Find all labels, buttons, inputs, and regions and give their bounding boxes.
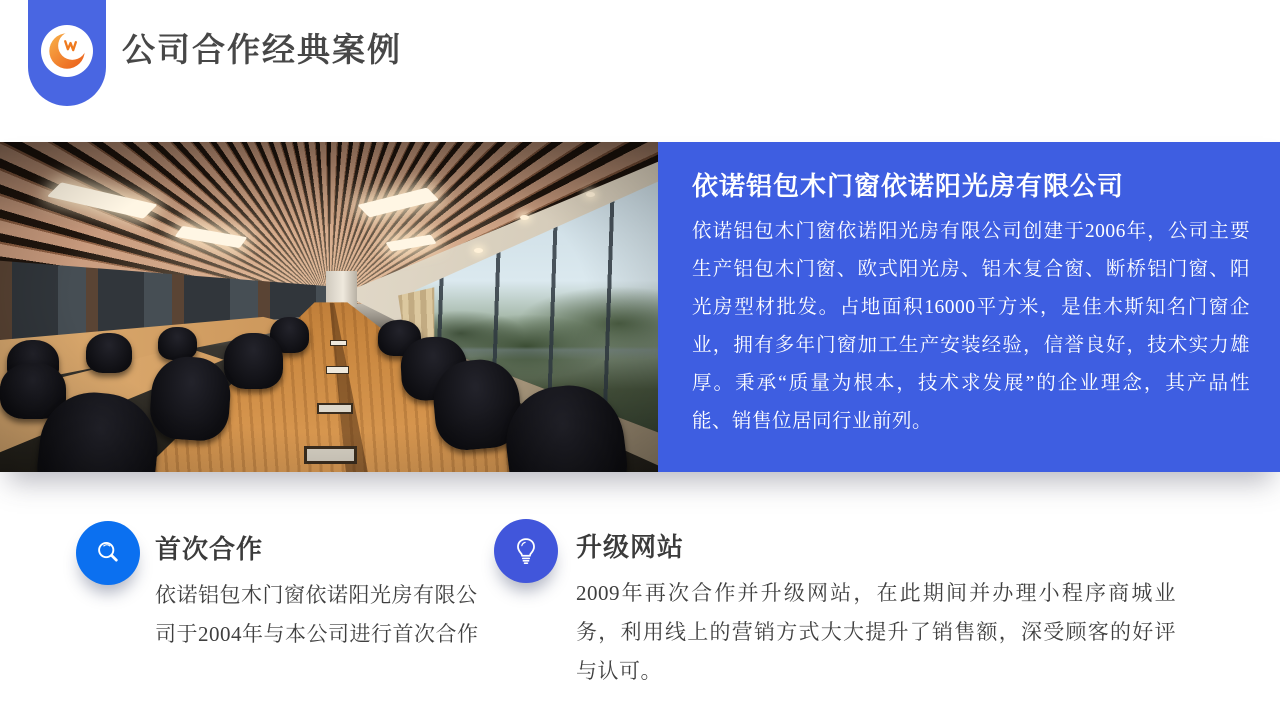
media-band [0, 142, 1280, 472]
company-intro-panel [658, 142, 1280, 472]
company-description: 依诺铝包木门窗依诺阳光房有限公司创建于2006年，公司主要生产铝包木门窗、欧式阳光房、铝木复合窗、断桥铝门窗、阳光房型材批发。占地面积16000平方米，是佳木斯知名门窗企业，拥有多年门窗加工生产安装经验，信誉良好，技术实力雄厚。秉承“质量为根本，技术求发展”的企业理念，其产品性能、销售位居同行业前列。 [692, 221, 1250, 432]
milestone-description: 依诺铝包木门窗依诺阳光房有限公司于2004年与本公司进行首次合作 [155, 583, 479, 646]
lightbulb-icon [507, 532, 545, 570]
milestone-icon-circle [494, 519, 558, 583]
milestone-description: 2009年再次合作并升级网站，在此期间并办理小程序商城业务，利用线上的营销方式大大提升了销售额，深受顾客的好评与认可。 [576, 581, 1176, 683]
milestone-title: 首次合作 [155, 535, 264, 564]
milestone-website-upgrade [494, 519, 1176, 691]
company-logo [41, 25, 93, 77]
milestone-first-cooperation [76, 521, 491, 654]
office-photo [0, 142, 658, 472]
magnifier-icon [89, 534, 127, 572]
milestone-title: 升级网站 [576, 533, 685, 562]
milestone-icon-circle [76, 521, 140, 585]
header-badge [28, 0, 106, 106]
company-logo-icon [44, 28, 90, 74]
page-title: 公司合作经典案例 [122, 33, 402, 69]
photo-vignette [0, 142, 658, 472]
milestone-text-block [576, 519, 1176, 691]
company-name-heading: 依诺铝包木门窗依诺阳光房有限公司 [692, 172, 1125, 201]
milestone-text-block [155, 521, 491, 654]
